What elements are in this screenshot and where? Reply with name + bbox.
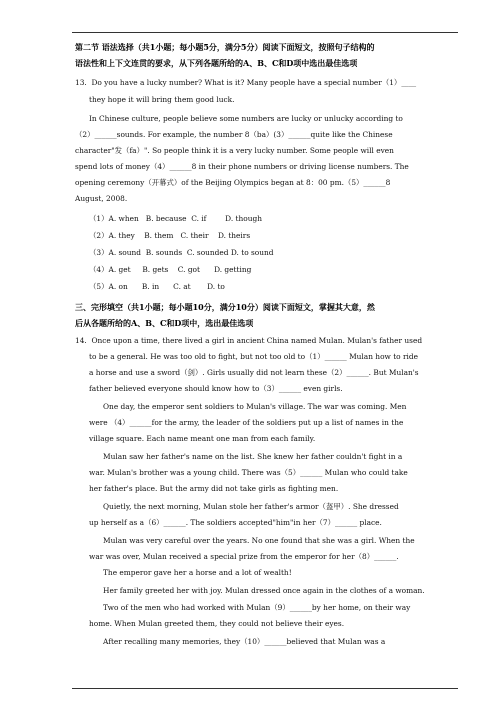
passage-line: [0, 350, 496, 364]
text: August, 2008.: [75, 194, 128, 203]
passage-line: [0, 450, 496, 464]
text: character"发（fa）". So people think it is a very lucky number. Some people will even: [75, 146, 394, 155]
passage-line: [0, 366, 496, 380]
option-row-4: [0, 263, 496, 277]
passage-line: [0, 601, 496, 615]
text: After recalling many memories, they（10）______believed that Mulan was a: [103, 637, 386, 646]
passage-line: [0, 144, 496, 158]
text: 14. Once upon a time, there lived a girl in ancient China named Mulan. Mulan's father used: [75, 336, 423, 345]
section-header-cloze-line-2: [0, 316, 496, 330]
text: （2）A. they B. them C. their D. theirs: [89, 231, 251, 240]
option-row-1: [0, 212, 496, 226]
text: Quietly, the next morning, Mulan stole her father's armor（盔甲）. She dressed: [103, 502, 399, 511]
option-row-2: [0, 229, 496, 243]
passage-line: [0, 516, 496, 530]
passage-line: [0, 635, 496, 649]
text: to be a general. He was too old to fight, but not too old to（1）______ Mulan how to ride: [89, 352, 418, 361]
passage-line: [0, 617, 496, 631]
text: Her family greeted her with joy. Mulan dressed once again in the clothes of a woman.: [103, 586, 425, 595]
text: spend lots of money（4）______8 in their phone numbers or driving license numbers. The: [75, 162, 409, 171]
option-row-5: [0, 280, 496, 294]
text: Two of the men who had worked with Mulan（9）______by her home, on their way: [103, 603, 411, 612]
text: village square. Each name meant one man from each family.: [89, 434, 316, 443]
text: The emperor gave her a horse and a lot of wealth!: [103, 568, 292, 577]
text: opening ceremony（开幕式）of the Beijing Olympics began at 8：00 pm.（5）______8: [75, 178, 391, 187]
passage-line: [0, 482, 496, 496]
text: In Chinese culture, people believe some numbers are lucky or unlucky according to: [89, 114, 403, 123]
passage-line: [0, 176, 496, 190]
passage-line: [0, 112, 496, 126]
passage-line: [0, 584, 496, 598]
text: 三、完形填空（共1小题；每小题10分，满分10分）阅读下面短文，掌握其大意，然: [75, 302, 375, 312]
top-rule: [72, 32, 458, 33]
text: Mulan saw her father's name on the list. She knew her father couldn't fight in a: [103, 452, 403, 461]
text: （1）A. when B. because C. if D. though: [89, 214, 262, 223]
text: war. Mulan's brother was a young child. There was（5）______ Mulan who could take: [89, 468, 408, 477]
text: （5）A. on B. in C. at D. to: [89, 282, 225, 291]
passage-line: [0, 534, 496, 548]
passage-line: [0, 550, 496, 564]
text: 语法性和上下文连贯的要求，从下列各题所给的A、B、C和D项中选出最佳选项: [75, 58, 358, 68]
option-row-3: [0, 246, 496, 260]
question-14-line: [0, 334, 496, 348]
text: 后从各题所给的A、B、C和D项中，选出最佳选项: [75, 318, 254, 328]
text: （4）A. get B. gets C. got D. getting: [89, 265, 252, 274]
section-header-grammar-line-1: [0, 40, 496, 54]
text: （3）A. sound B. sounds C. sounded D. to sound: [89, 248, 274, 257]
passage-line: [0, 382, 496, 396]
text: Mulan was very careful over the years. No one found that she was a girl. When the: [103, 536, 415, 545]
passage-line: [0, 466, 496, 480]
passage-line: [0, 160, 496, 174]
text: One day, the emperor sent soldiers to Mulan's village. The war was coming. Men: [103, 402, 407, 411]
text: home. When Mulan greeted them, they could not believe their eyes.: [89, 619, 345, 628]
bottom-rule: [72, 688, 458, 689]
text: 第二节 语法选择（共1小题；每小题5分，满分5分）阅读下面短文，按照句子结构的: [75, 42, 375, 52]
text: up herself as a（6）______. The soldiers accepted"him"in her（7）______ place.: [89, 518, 382, 527]
text: were （4）______for the army, the leader of the soldiers put up a list of names in the: [89, 418, 404, 427]
text: 13. Do you have a lucky number? What is it? Many people have a special number（1）____: [75, 78, 417, 87]
text: （2）______sounds. For example, the number 8（ba）(3）______quite like the Chinese: [75, 130, 393, 139]
passage-line: [0, 416, 496, 430]
text: father believed everyone should know how to（3）______ even girls.: [89, 384, 343, 393]
passage-line: [0, 566, 496, 580]
text: her father's place. But the army did not take girls as fighting men.: [89, 484, 339, 493]
passage-line: [0, 93, 496, 107]
question-13-line: [0, 76, 496, 90]
section-header-grammar-line-2: [0, 56, 496, 70]
text: war was over, Mulan received a special prize from the emperor for her（8）______.: [89, 552, 399, 561]
text: they hope it will bring them good luck.: [89, 95, 235, 104]
passage-line: [0, 432, 496, 446]
passage-line: [0, 192, 496, 206]
text: a horse and use a sword（剑）. Girls usually did not learn these（2）______. But Mulan's: [89, 368, 419, 377]
section-header-cloze-line-1: [0, 300, 496, 314]
passage-line: [0, 128, 496, 142]
passage-line: [0, 400, 496, 414]
passage-line: [0, 500, 496, 514]
